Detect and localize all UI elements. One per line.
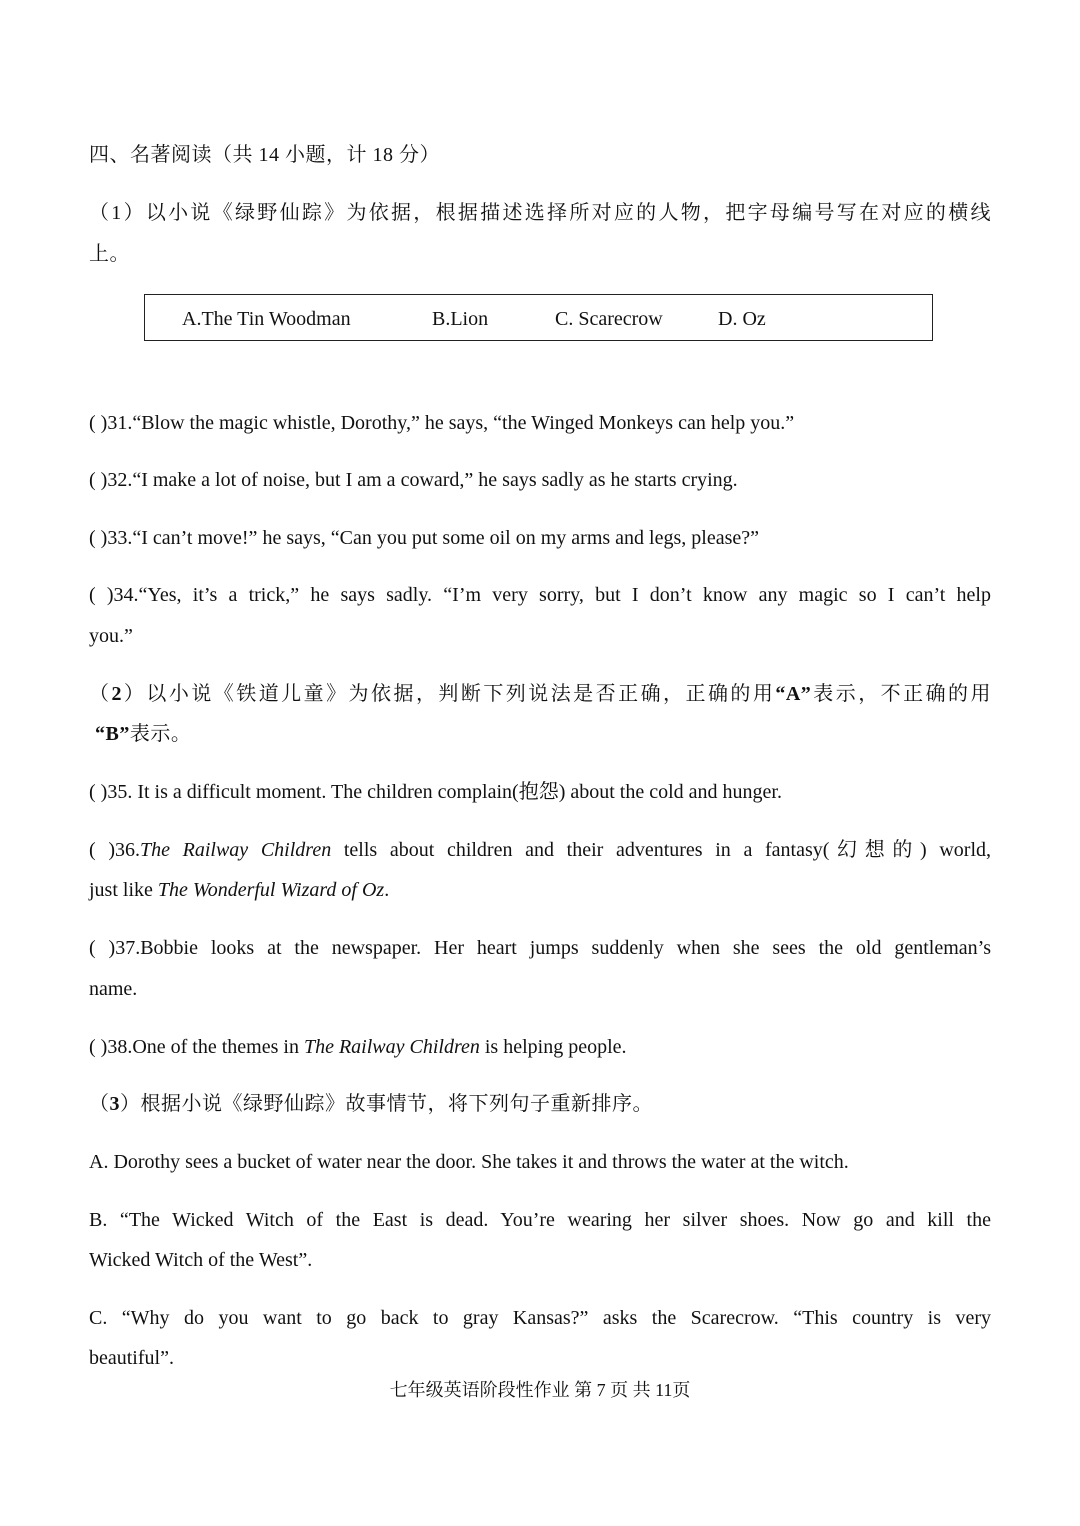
quote-a: “A” bbox=[775, 683, 812, 705]
options-box bbox=[144, 294, 933, 341]
paren-open: （ bbox=[89, 683, 112, 705]
q36-prefix: ( )36. bbox=[89, 839, 140, 861]
option-c: C. Scarecrow bbox=[555, 308, 663, 330]
question-36 bbox=[89, 838, 991, 862]
quote-b: “B” bbox=[95, 723, 130, 745]
q36-line2-prefix: just like bbox=[89, 879, 158, 901]
question-35: ( )35. It is a difficult moment. The children complain(抱怨) about the cold and hunger. bbox=[89, 781, 782, 803]
q38-prefix: ( )38.One of the themes in bbox=[89, 1036, 304, 1058]
sentence-c: C. “Why do you want to go back to gray Kansas?” asks the Scarecrow. “This country is very bbox=[89, 1307, 991, 1329]
question-32: ( )32.“I make a lot of noise, but I am a coward,” he says sadly as he starts crying. bbox=[89, 469, 738, 491]
paren-open-3: （ bbox=[89, 1093, 110, 1115]
q36-book-title: The Railway Children bbox=[139, 839, 332, 861]
instruction-text-3: 表示。 bbox=[129, 723, 192, 745]
option-d: D. Oz bbox=[718, 308, 766, 330]
q36-book-title-2: The Wonderful Wizard of Oz bbox=[157, 879, 385, 901]
section-title: 四、名著阅读（共 14 小题，计 18 分） bbox=[89, 144, 440, 166]
part1-instruction-cont: 上。 bbox=[89, 243, 130, 265]
part1-instruction: （1）以小说《绿野仙踪》为依据，根据描述选择所对应的人物，把字母编号写在对应的横线 bbox=[89, 202, 991, 224]
page-footer: 七年级英语阶段性作业 第 7 页 共 11页 bbox=[389, 1380, 691, 1400]
question-36-cont bbox=[89, 878, 389, 902]
sentence-a: A. Dorothy sees a bucket of water near the door. She takes it and throws the water at the witch. bbox=[89, 1151, 849, 1173]
part2-instruction bbox=[89, 682, 991, 706]
question-31: ( )31.“Blow the magic whistle, Dorothy,” he says, “the Winged Monkeys can help you.” bbox=[89, 412, 795, 434]
q36-text: tells about children and their adventures in a fantasy(幻想的) world, bbox=[331, 839, 991, 861]
instruction-text: ）以小说《铁道儿童》为依据，判断下列说法是否正确，正确的用 bbox=[121, 683, 776, 705]
sentence-b-cont: Wicked Witch of the West”. bbox=[89, 1249, 313, 1271]
option-b: B.Lion bbox=[432, 308, 489, 330]
question-34: ( )34.“Yes, it’s a trick,” he says sadly. “I’m very sorry, but I don’t know any magic so I can’t help bbox=[89, 584, 991, 606]
sentence-c-cont: beautiful”. bbox=[89, 1347, 174, 1369]
sentence-b: B. “The Wicked Witch of the East is dead. You’re wearing her silver shoes. Now go and kill the bbox=[89, 1209, 991, 1231]
q36-line2-end: . bbox=[384, 879, 390, 901]
instruction-text-2: 表示，不正确的用 bbox=[811, 683, 992, 705]
question-34-cont: you.” bbox=[89, 625, 133, 647]
question-37: ( )37.Bobbie looks at the newspaper. Her heart jumps suddenly when she sees the old gentleman’s bbox=[89, 937, 991, 959]
part2-instruction-cont bbox=[95, 722, 191, 746]
part-number-3: 3 bbox=[109, 1093, 120, 1115]
option-a: A.The Tin Woodman bbox=[182, 308, 351, 330]
q38-book-title: The Railway Children bbox=[303, 1036, 480, 1058]
instruction-text-p3: ）根据小说《绿野仙踪》故事情节，将下列句子重新排序。 bbox=[120, 1093, 653, 1115]
part-number: 2 bbox=[111, 683, 122, 705]
question-37-cont: name. bbox=[89, 978, 138, 1000]
part3-instruction bbox=[89, 1092, 653, 1116]
q38-text: is helping people. bbox=[479, 1036, 627, 1058]
question-33: ( )33.“I can’t move!” he says, “Can you put some oil on my arms and legs, please?” bbox=[89, 527, 759, 549]
question-38 bbox=[89, 1035, 627, 1059]
